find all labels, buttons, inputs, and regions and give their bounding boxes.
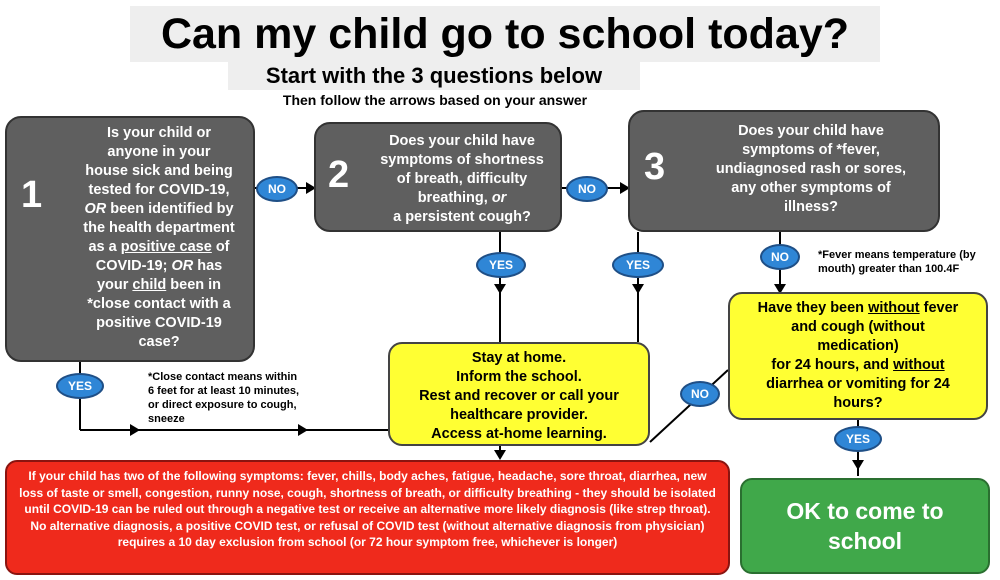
page-subtitle: Start with the 3 questions below xyxy=(228,62,640,90)
question-1-box xyxy=(5,116,255,362)
question-2-text: Does your child have symptoms of shortness of breath, difficulty breathing, or a persistent cough? xyxy=(380,133,544,225)
yes-badge-q2: YES xyxy=(476,252,526,278)
yes-badge-q1: YES xyxy=(56,373,104,399)
question-3-text: Does your child have symptoms of *fever, undiagnosed rash or sores, any other symptoms of illness? xyxy=(715,123,907,215)
arrowhead-green xyxy=(852,460,864,470)
no-badge-fever: NO xyxy=(680,381,720,407)
question-1-text: Is your child or anyone in your house sick and being tested for COVID-19, OR been identified by the health department as a positive case of COVID-19; OR has your child been in *close contact with a positive COVID-19 case? xyxy=(83,125,235,350)
connector-fever-no xyxy=(650,370,728,442)
page-instructions: Then follow the arrows based on your answer xyxy=(282,92,588,108)
question-3-box xyxy=(628,110,940,232)
arrowhead-q2-yes xyxy=(494,284,506,294)
no-badge-q2: NO xyxy=(566,176,608,202)
arrowhead-yes-mid xyxy=(130,424,140,436)
question-3-number: 3 xyxy=(644,146,666,188)
fever-question-box: Have they been without fever and cough (without medication) for 24 hours, and without diarrhea or vomiting for 24 hours? xyxy=(728,292,988,420)
question-1-number: 1 xyxy=(21,174,43,216)
ok-to-school-box: OK to come to school xyxy=(740,478,990,574)
arrowhead-q3-yes xyxy=(632,284,644,294)
yes-badge-q3: YES xyxy=(612,252,664,278)
question-2-number: 2 xyxy=(328,154,350,196)
yes-badge-fever: YES xyxy=(834,426,882,452)
close-contact-note: *Close contact means within 6 feet for at least 10 minutes, or direct exposure to cough, sneeze xyxy=(148,371,299,425)
no-badge-q1: NO xyxy=(256,176,298,202)
isolation-guidance-box: If your child has two of the following symptoms: fever, chills, body aches, fatigue, headache, sore throat, diarrhea, new loss of taste or smell, congestion, runny nose, cough, shortness of breath, or difficulty breathing - they should be isolated until COVID-19 can be ruled out through a negative test or receive an alternative more likely diagnosis (like strep throat). No alternative diagnosis, a positive COVID test, or refusal of COVID test (without alternative diagnosis from physician) requires a 10 day exclusion from school (or 72 hour symptom free, whichever is longer) xyxy=(5,460,730,575)
fever-note: *Fever means temperature (by mouth) greater than 100.4F xyxy=(818,249,976,275)
question-2-box xyxy=(314,122,562,232)
arrowhead-red xyxy=(494,450,506,460)
no-badge-q3: NO xyxy=(760,244,800,270)
stay-home-box: Stay at home. Inform the school. Rest and recover or call your healthcare provider. Access at-home learning. xyxy=(388,342,650,446)
page-title: Can my child go to school today? xyxy=(130,6,880,62)
